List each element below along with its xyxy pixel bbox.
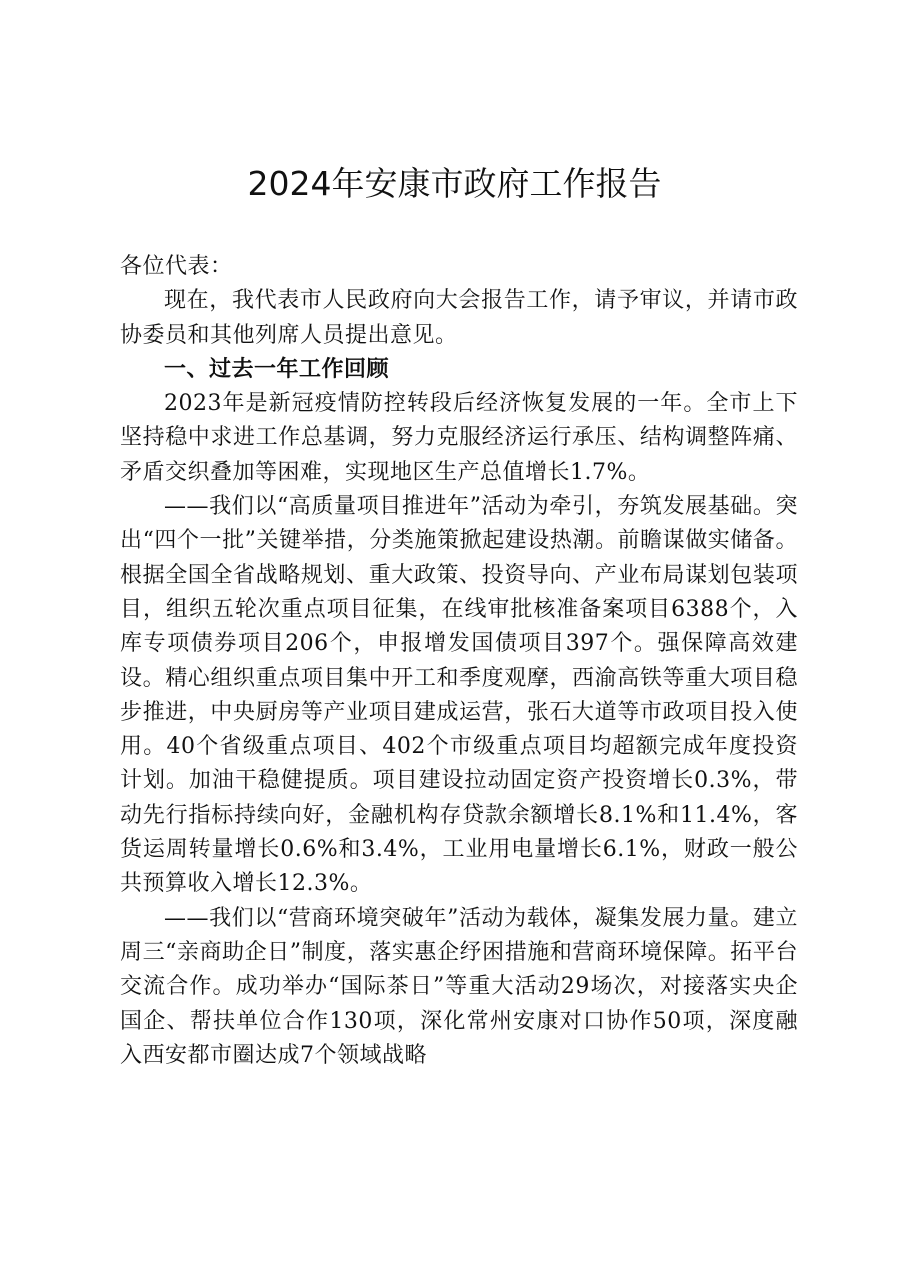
document-title: 2024年安康市政府工作报告 (247, 164, 662, 203)
intro-paragraph: 现在，我代表市人民政府向大会报告工作，请予审议，并请市政协委员和其他列席人员提出意见。 (120, 288, 798, 348)
section-heading: 一、过去一年工作回顾 (164, 356, 390, 382)
paragraph-business-environment: ——我们以“营商环境突破年”活动为载体，凝集发展力量。建立周三“亲商助企日”制度，落实惠企纾困措施和营商环境保障。拓平台交流合作。成功举办“国际茶日”等重大活动29场次，对接落实央企国企、帮扶单位合作130项，深化常州安康对口协作50项，深度融入西安都市圈达成7个领域战略 (120, 905, 798, 1068)
paragraph-projects: ——我们以“高质量项目推进年”活动为牵引，夯筑发展基础。突出“四个一批”关键举措，分类施策掀起建设热潮。前瞻谋做实储备。根据全国全省战略规划、重大政策、投资导向、产业布局谋划包装项目，组织五轮次重点项目征集，在线审批核准备案项目6388个，入库专项债券项目206个，申报增发国债项目397个。强保障高效建设。精心组织重点项目集中开工和季度观摩，西渝高铁等重大项目稳步推进，中央厨房等产业项目建成运营，张石大道等市政项目投入使用。40个省级重点项目、402个市级重点项目均超额完成年度投资计划。加油干稳健提质。项目建设拉动固定资产投资增长0.3%，带动先行指标持续向好，金融机构存贷款余额增长8.1%和11.4%，客货运周转量增长0.6%和3.4%，工业用电量增长6.1%，财政一般公共预算收入增长12.3%。 (120, 494, 798, 897)
paragraph-gdp: 2023年是新冠疫情防控转段后经济恢复发展的一年。全市上下坚持稳中求进工作总基调，努力克服经济运行承压、结构调整阵痛、矛盾交织叠加等困难，实现地区生产总值增长1.7%。 (120, 391, 798, 485)
document-body (120, 250, 798, 1073)
salutation: 各位代表： (120, 254, 233, 279)
